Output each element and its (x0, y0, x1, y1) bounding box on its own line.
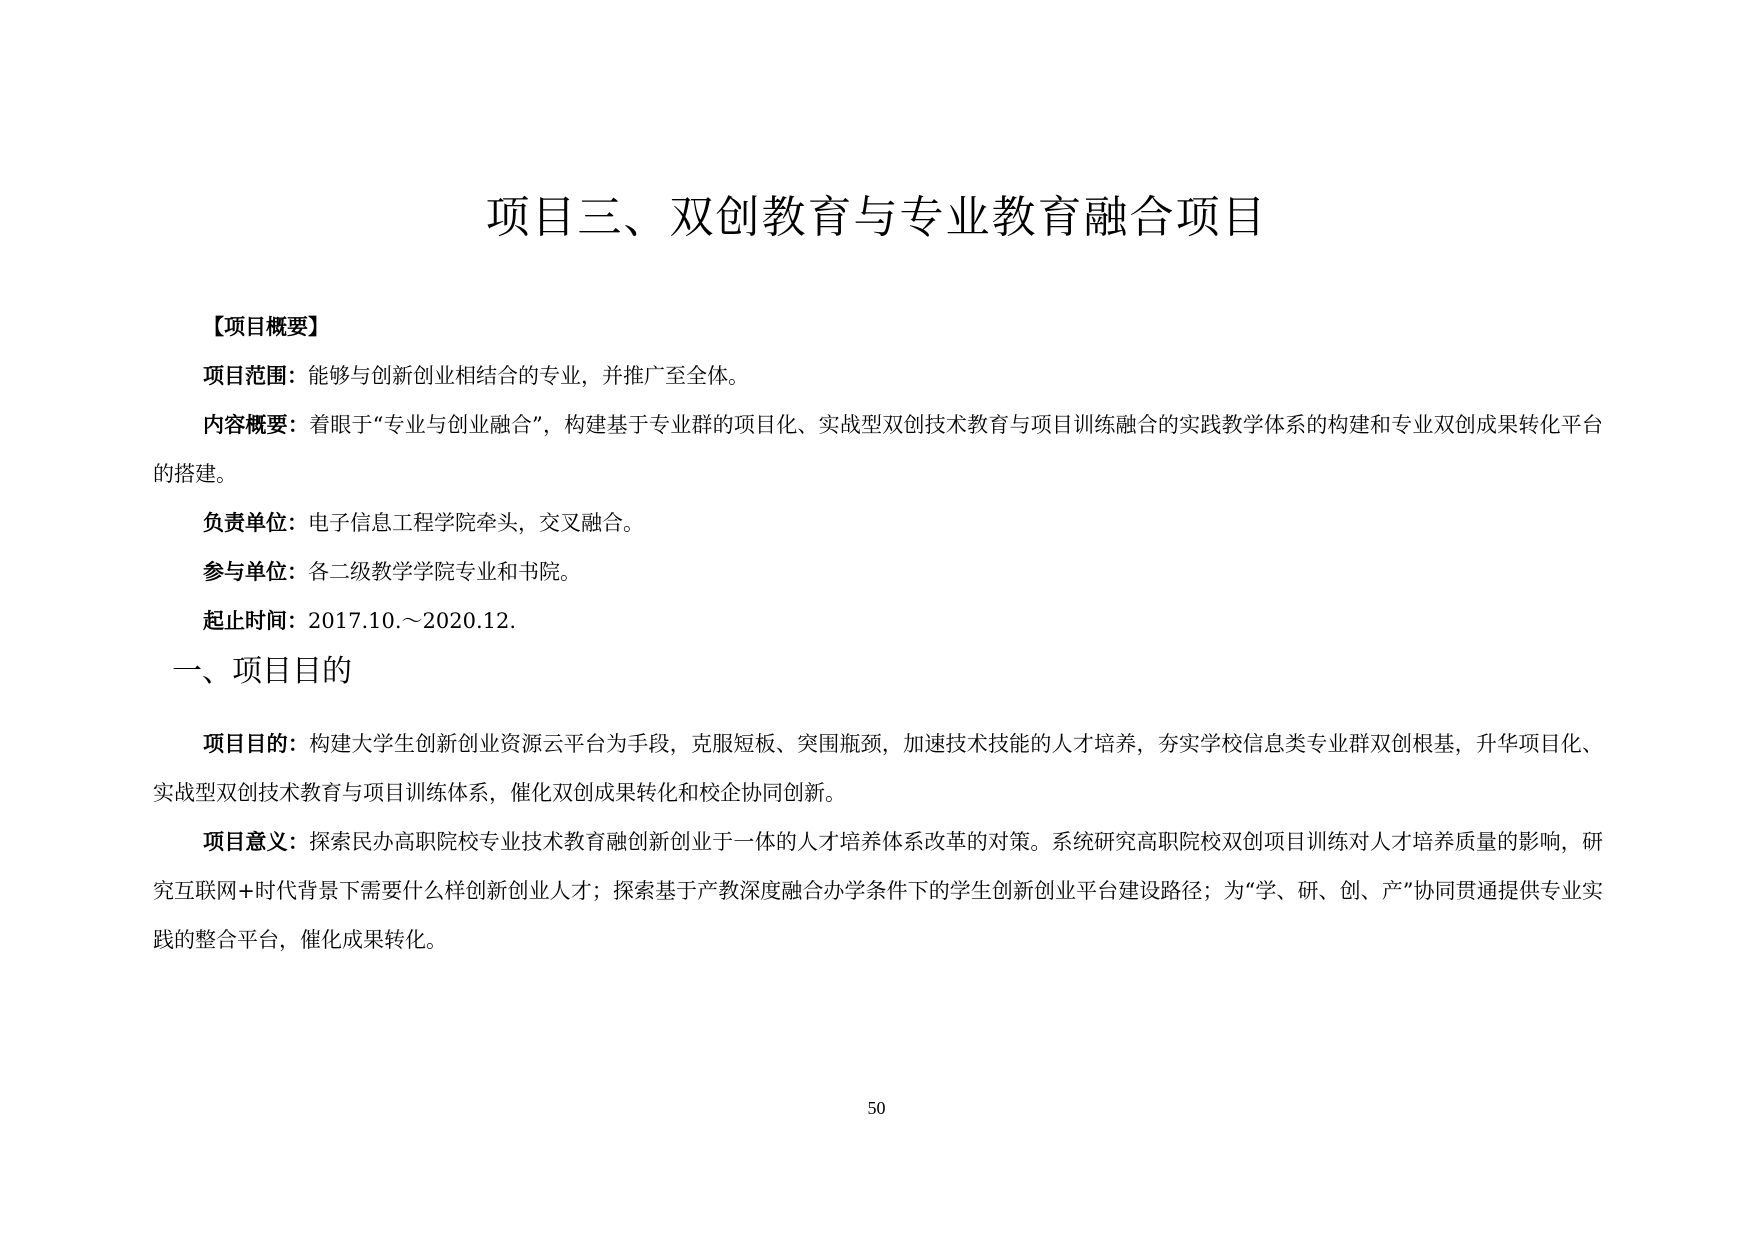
page-number: 50 (867, 1098, 886, 1118)
paragraph-label: 项目目的： (203, 732, 310, 756)
paragraph-text: 构建大学生创新创业资源云平台为手段，克服短板、突围瓶颈，加速技术技能的人才培养，夯实学校信息类专业群双创根基，升华项目化、实战型双创技术教育与项目训练体系，催化双创成果转化和校企协同创新。 (153, 732, 1603, 805)
paragraph-significance (153, 818, 1603, 965)
field-scope (153, 352, 1603, 401)
field-value: 各二级教学学院专业和书院。 (308, 560, 581, 584)
field-label: 项目范围： (203, 364, 308, 388)
page-title: 项目三、双创教育与专业教育融合项目 (485, 192, 1268, 243)
field-value: 着眼于“专业与创业融合”，构建基于专业群的项目化、实战型双创技术教育与项目训练融合的实践教学体系的构建和专业双创成果转化平台的搭建。 (153, 413, 1604, 486)
field-label: 内容概要： (203, 413, 310, 437)
paragraph-purpose (153, 720, 1603, 818)
paragraph-label: 项目意义： (203, 830, 310, 854)
summary-heading: 【项目概要】 (203, 315, 329, 339)
field-participating-units (153, 548, 1603, 597)
field-responsible-unit (153, 499, 1603, 548)
field-value: 能够与创新创业相结合的专业，并推广至全体。 (308, 364, 749, 388)
field-content-summary (153, 401, 1603, 499)
project-purpose-section (153, 720, 1603, 965)
field-value: 2017.10.～2020.12. (308, 609, 517, 633)
field-label: 起止时间： (203, 609, 308, 633)
project-summary (153, 303, 1603, 646)
section-heading: 一、项目目的 (172, 654, 352, 689)
field-label: 负责单位： (203, 511, 308, 535)
field-value: 电子信息工程学院牵头，交叉融合。 (308, 511, 644, 535)
paragraph-text: 探索民办高职院校专业技术教育融创新创业于一体的人才培养体系改革的对策。系统研究高职院校双创项目训练对人才培养质量的影响，研究互联网+时代背景下需要什么样创新创业人才；探索基于产教深度融合办学条件下的学生创新创业平台建设路径；为“学、研、创、产”协同贯通提供专业实践的整合平台，催化成果转化。 (153, 830, 1603, 952)
field-label: 参与单位： (203, 560, 308, 584)
field-period (153, 597, 1603, 646)
